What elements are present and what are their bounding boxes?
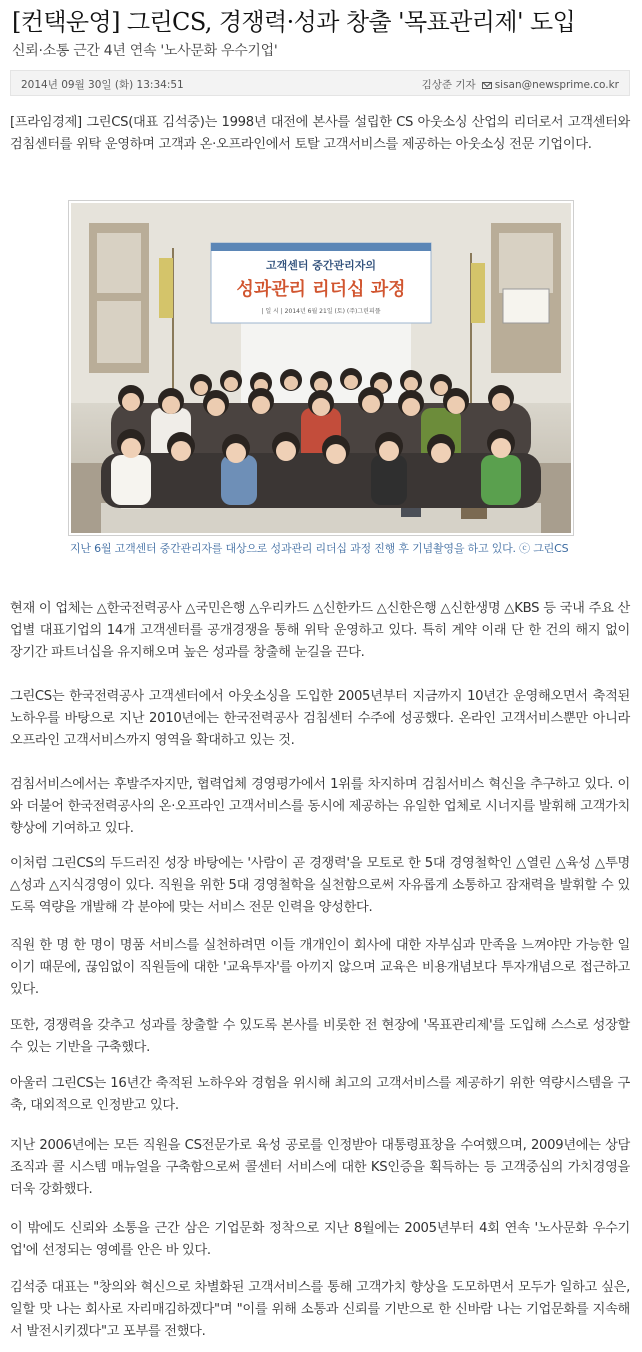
- article-paragraph: 아울러 그린CS는 16년간 축적된 노하우와 경험을 위시해 최고의 고객서비스를 제공하기 위한 역량시스템을 구축, 대외적으로 인정받고 있다.: [10, 1076, 630, 1113]
- article-paragraph: 이 밖에도 신뢰와 소통을 근간 삼은 기업문화 정착으로 지난 8월에는 2005년부터 4회 연속 '노사문화 우수기업'에 선정되는 영예를 안은 바 있다.: [10, 1221, 630, 1258]
- reporter-email[interactable]: sisan@newsprime.co.kr: [494, 79, 619, 91]
- reporter-name: 김상준 기자: [421, 79, 476, 91]
- article-paragraph: 이처럼 그린CS의 두드러진 성장 바탕에는 '사람이 곧 경쟁력'을 모토로 한 5대 경영철학인 △열린 △육성 △투명 △성과 △지식경영이 있다. 직원을 위한 5대 경영철학을 실천함으로써 자유롭게 소통하고 잠재력을 발휘할 수 있도록 역량을 개발해 각 분야에 맞는 서비스 전문 인력을 양성한다.: [10, 856, 630, 915]
- banner-line-3: | 일 시 | 2014년 6월 21일 (토) (주)그린피플: [261, 308, 381, 315]
- article-paragraph: 검침서비스에서는 후발주자지만, 협력업체 경영평가에서 1위를 차지하며 검침서비스 혁신을 추구하고 있다. 이와 더불어 한국전력공사의 온·오프라인 고객서비스를 동시에 제공하는 유일한 업체로 시너지를 발휘해 고객가치 향상에 기여하고 있다.: [10, 777, 630, 836]
- article-byline: [422, 77, 619, 92]
- article-paragraph: [프라임경제] 그린CS(대표 김석중)는 1998년 대전에 본사를 설립한 CS 아웃소싱 산업의 리더로서 고객센터와 검침센터를 위탁 운영하며 고객과 온·오프라인에서 토탈 고객서비스를 제공하는 아웃소싱 전문 기업이다.: [10, 115, 630, 152]
- article-headline: [컨택운영] 그린CS, 경쟁력·성과 창출 '목표관리제' 도입: [12, 8, 576, 36]
- article-paragraph: 직원 한 명 한 명이 명품 서비스를 실천하려면 이들 개개인이 회사에 대한 자부심과 만족을 느껴야만 가능한 일이기 때문에, 끊임없이 직원들에 대한 '교육투자'를 아끼지 않으며 교육은 비용개념보다 투자개념으로 접근하고 있다.: [10, 938, 630, 997]
- article-paragraph: 김석중 대표는 "창의와 혁신으로 차별화된 고객서비스를 통해 고객가치 향상을 도모하면서 모두가 일하고 싶은, 일할 맛 나는 회사로 자리매김하겠다"며 "이를 위해 소통과 신뢰를 기반으로 한 신바람 나는 기업문화를 지속해서 발전시키겠다"고 포부를 전했다.: [10, 1280, 630, 1339]
- banner-line-1: 고객센터 중간관리자의: [265, 259, 377, 272]
- article-date: 2014년 09월 30일 (화) 13:34:51: [21, 79, 184, 91]
- banner-line-2: 성과관리 리더십 과정: [236, 279, 406, 300]
- mail-icon: [482, 82, 492, 89]
- article-paragraph: 지난 2006년에는 모든 직원을 CS전문가로 육성 공로를 인정받아 대통령표창을 수여했으며, 2009년에는 상담 조직과 콜 시스템 매뉴얼을 구축함으로써 콜센터 서비스에 대한 KS인증을 획득하는 등 고객중심의 가치경영을 더욱 강화했다.: [10, 1138, 630, 1197]
- article-paragraph: 그린CS는 한국전력공사 고객센터에서 아웃소싱을 도입한 2005년부터 지금까지 10년간 운영해오면서 축적된 노하우를 바탕으로 지난 2010년에는 한국전력공사 검침센터 수주에 성공했다. 온라인 고객서비스뿐만 아니라 오프라인 고객서비스까지 영역을 확대하고 있는 것.: [10, 689, 630, 748]
- group-photo-image: [71, 203, 571, 533]
- photo-caption: 지난 6월 고객센터 중간관리자를 대상으로 성과관리 리더십 과정 진행 후 기념촬영을 하고 있다. ⓒ 그린CS: [70, 542, 569, 555]
- article-paragraph: 또한, 경쟁력을 갖추고 성과를 창출할 수 있도록 본사를 비롯한 전 현장에 '목표관리제'를 도입해 스스로 성장할 수 있는 기반을 구축했다.: [10, 1018, 630, 1055]
- article-meta-bar: [10, 70, 630, 96]
- group-photo-illustration: [71, 203, 571, 533]
- article-subtitle: 신뢰·소통 근간 4년 연속 '노사문화 우수기업': [12, 43, 278, 59]
- article-paragraph: 현재 이 업체는 △한국전력공사 △국민은행 △우리카드 △신한카드 △신한은행 △신한생명 △KBS 등 국내 주요 산업별 대표기업의 14개 고객센터를 공개경쟁을 통해 위탁 운영하고 있다. 특히 계약 이래 단 한 건의 해지 없이 장기간 파트너십을 유지해오며 높은 성과를 창출해 눈길을 끈다.: [10, 601, 630, 660]
- article-photo: [68, 200, 574, 536]
